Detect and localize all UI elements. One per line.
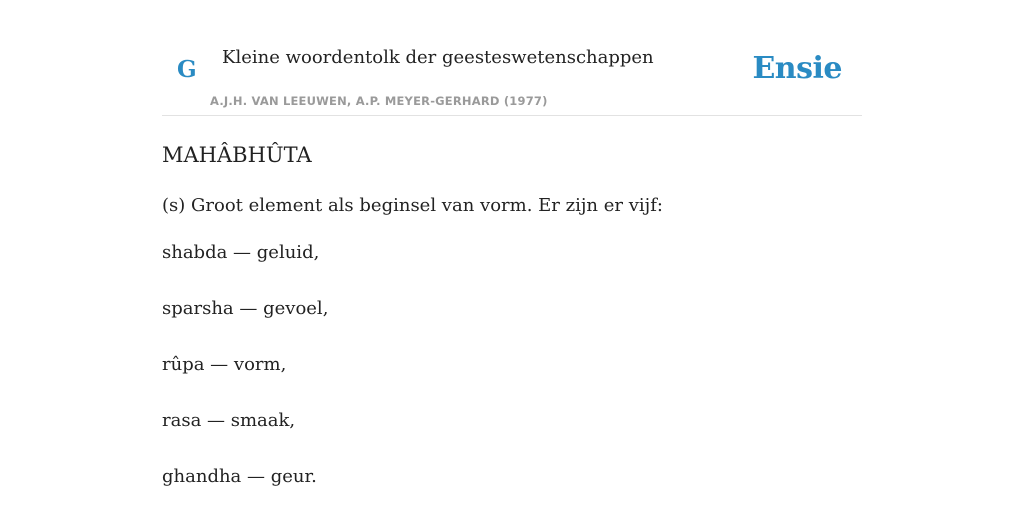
entry-definition: (s) Groot element als beginsel van vorm. Er zijn er vijf:: [162, 195, 663, 216]
element-list: [162, 240, 328, 512]
list-item: ghandha — geur.: [162, 466, 317, 487]
book-letter-icon: G: [177, 56, 197, 83]
list-item: rûpa — vorm,: [162, 354, 287, 375]
ensie-logo[interactable]: Ensie: [752, 51, 842, 86]
list-item: sparsha — gevoel,: [162, 298, 329, 319]
entry-title: MAHÂBHÛTA: [162, 143, 312, 167]
book-header: [162, 0, 862, 116]
list-item: rasa — smaak,: [162, 410, 296, 431]
book-authors: A.J.H. VAN LEEUWEN, A.P. MEYER-GERHARD (1977): [210, 94, 548, 108]
list-item: shabda — geluid,: [162, 242, 320, 263]
book-title[interactable]: Kleine woordentolk der geesteswetenschappen: [222, 47, 654, 68]
